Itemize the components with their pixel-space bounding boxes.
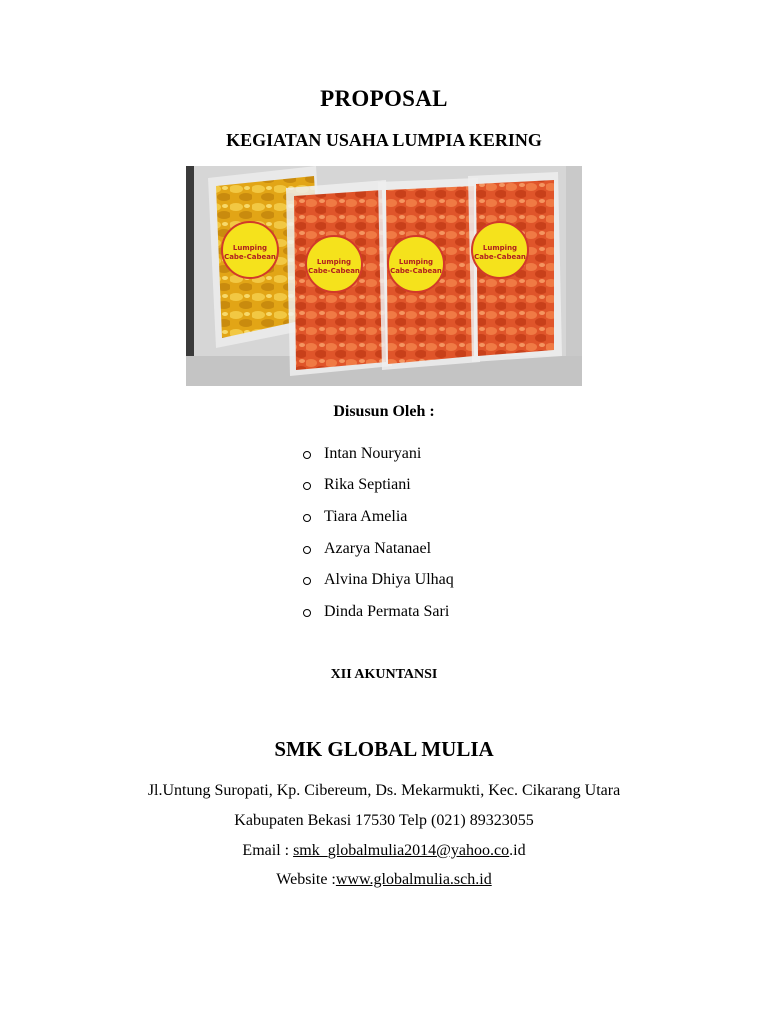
author-name: Azarya Natanael [324, 539, 432, 557]
svg-text:Lumping: Lumping [398, 258, 434, 266]
author-name: Intan Nouryani [324, 444, 422, 462]
svg-text:Cabe-Cabean: Cabe-Cabean [224, 253, 276, 261]
email-label: Email : [242, 842, 294, 859]
address-line-2: Kabupaten Bekasi 17530 Telp (021) 89323055 [234, 812, 534, 829]
proposal-title: PROPOSAL [320, 86, 448, 111]
school-name: SMK GLOBAL MULIA [274, 737, 494, 761]
svg-text:Cabe-Cabean: Cabe-Cabean [390, 267, 442, 275]
class-name: XII AKUNTANSI [330, 667, 438, 682]
author-list [303, 438, 454, 628]
address-line-1: Jl.Untung Suropati, Kp. Cibereum, Ds. Mekarmukti, Kec. Cikarang Utara [147, 782, 621, 799]
list-item [303, 438, 454, 470]
bullet-icon [303, 514, 311, 522]
svg-text:Cabe-Cabean: Cabe-Cabean [308, 267, 360, 275]
authors-heading: Disusun Oleh : [333, 403, 435, 420]
proposal-subtitle: KEGIATAN USAHA LUMPIA KERING [226, 130, 542, 150]
list-item [303, 501, 454, 533]
bullet-icon [303, 609, 311, 617]
svg-text:Lumping: Lumping [316, 258, 352, 266]
author-name: Dinda Permata Sari [324, 602, 450, 620]
author-name: Alvina Dhiya Ulhaq [324, 571, 454, 589]
product-photo [186, 166, 582, 386]
website-label: Website : [276, 871, 336, 888]
svg-text:Lumping: Lumping [232, 244, 268, 252]
email-suffix: .id [509, 842, 526, 859]
list-item [303, 596, 454, 628]
website-link[interactable]: www.globalmulia.sch.id [335, 871, 492, 888]
email-link[interactable]: smk_globalmulia2014@yahoo.co [293, 842, 510, 859]
list-item [303, 564, 454, 596]
svg-text:Lumping: Lumping [482, 244, 518, 252]
website-line [0, 871, 768, 889]
bullet-icon [303, 451, 311, 459]
svg-text:Cabe-Cabean: Cabe-Cabean [474, 253, 526, 261]
list-item [303, 470, 454, 502]
email-line [0, 842, 768, 860]
bullet-icon [303, 577, 311, 585]
list-item [303, 533, 454, 565]
author-name: Tiara Amelia [324, 507, 408, 525]
bullet-icon [303, 546, 311, 554]
author-name: Rika Septiani [324, 476, 411, 494]
bullet-icon [303, 482, 311, 490]
